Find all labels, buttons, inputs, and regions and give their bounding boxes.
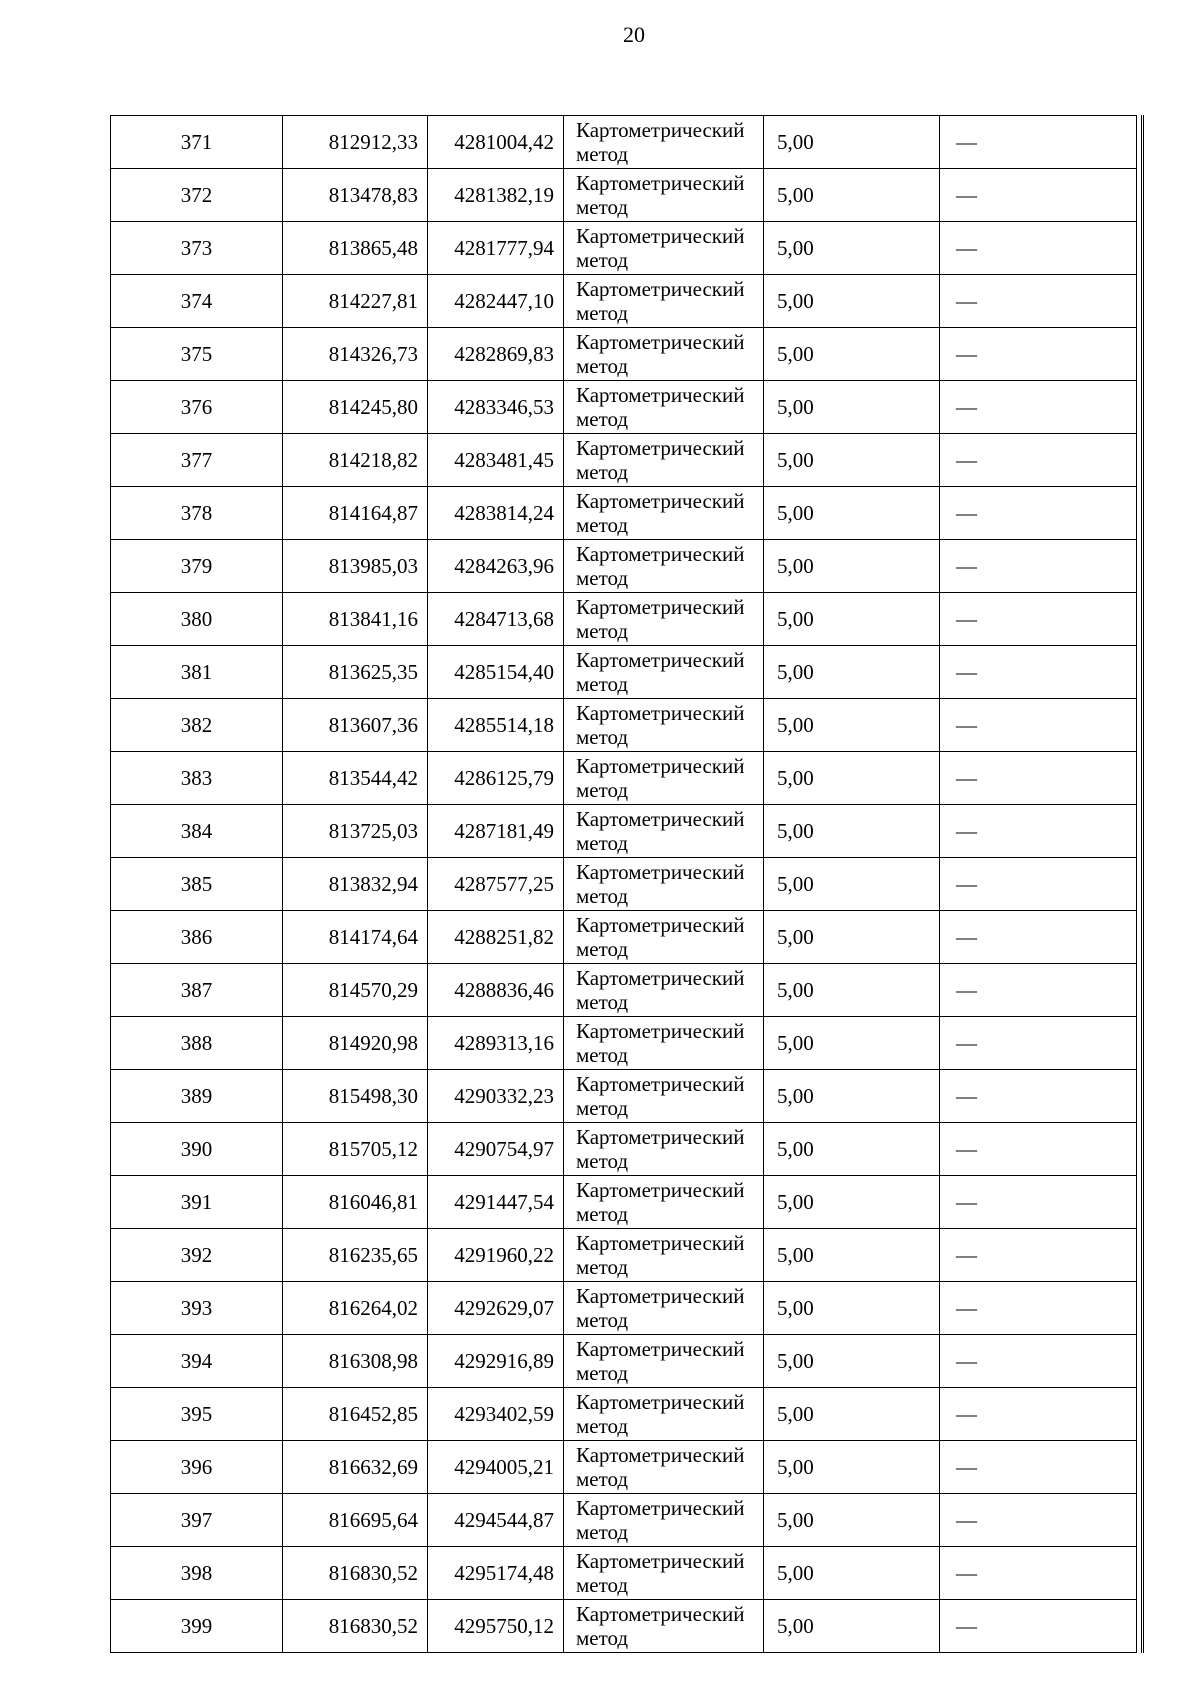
method-line-2: метод bbox=[576, 1361, 629, 1385]
method-line-2: метод bbox=[576, 990, 629, 1014]
method-line-2: метод bbox=[576, 195, 629, 219]
method-line-2: метод bbox=[576, 937, 629, 961]
note-cell: — bbox=[940, 858, 1137, 911]
method-cell bbox=[564, 858, 764, 911]
method-line-2: метод bbox=[576, 1202, 629, 1226]
note-cell: — bbox=[940, 1547, 1137, 1600]
y-coordinate-cell: 4284713,68 bbox=[428, 593, 564, 646]
accuracy-cell: 5,00 bbox=[764, 1600, 940, 1653]
accuracy-cell: 5,00 bbox=[764, 116, 940, 169]
method-line-1: Картометрический bbox=[576, 701, 745, 725]
point-number-cell: 371 bbox=[111, 116, 283, 169]
y-coordinate-cell: 4287181,49 bbox=[428, 805, 564, 858]
method-line-1: Картометрический bbox=[576, 436, 745, 460]
method-line-2: метод bbox=[576, 884, 629, 908]
accuracy-cell: 5,00 bbox=[764, 858, 940, 911]
point-number-cell: 379 bbox=[111, 540, 283, 593]
point-number-cell: 383 bbox=[111, 752, 283, 805]
method-cell bbox=[564, 1282, 764, 1335]
accuracy-cell: 5,00 bbox=[764, 1494, 940, 1547]
x-coordinate-cell: 814245,80 bbox=[283, 381, 428, 434]
note-cell: — bbox=[940, 1176, 1137, 1229]
point-number-cell: 386 bbox=[111, 911, 283, 964]
method-line-1: Картометрический bbox=[576, 383, 745, 407]
method-cell bbox=[564, 1176, 764, 1229]
method-cell bbox=[564, 1017, 764, 1070]
method-line-1: Картометрический bbox=[576, 1443, 745, 1467]
y-coordinate-cell: 4292916,89 bbox=[428, 1335, 564, 1388]
y-coordinate-cell: 4285514,18 bbox=[428, 699, 564, 752]
accuracy-cell: 5,00 bbox=[764, 1070, 940, 1123]
y-coordinate-cell: 4291447,54 bbox=[428, 1176, 564, 1229]
method-line-1: Картометрический bbox=[576, 913, 745, 937]
x-coordinate-cell: 816695,64 bbox=[283, 1494, 428, 1547]
method-cell bbox=[564, 540, 764, 593]
accuracy-cell: 5,00 bbox=[764, 381, 940, 434]
y-coordinate-cell: 4281777,94 bbox=[428, 222, 564, 275]
table-row bbox=[111, 752, 1137, 805]
method-line-2: метод bbox=[576, 354, 629, 378]
method-line-1: Картометрический bbox=[576, 754, 745, 778]
note-cell: — bbox=[940, 699, 1137, 752]
method-line-2: метод bbox=[576, 1414, 629, 1438]
method-cell bbox=[564, 1441, 764, 1494]
x-coordinate-cell: 813725,03 bbox=[283, 805, 428, 858]
method-line-2: метод bbox=[576, 301, 629, 325]
table-row bbox=[111, 964, 1137, 1017]
accuracy-cell: 5,00 bbox=[764, 593, 940, 646]
table-row bbox=[111, 1547, 1137, 1600]
point-number-cell: 381 bbox=[111, 646, 283, 699]
y-coordinate-cell: 4288836,46 bbox=[428, 964, 564, 1017]
y-coordinate-cell: 4293402,59 bbox=[428, 1388, 564, 1441]
table-row bbox=[111, 222, 1137, 275]
x-coordinate-cell: 814218,82 bbox=[283, 434, 428, 487]
y-coordinate-cell: 4286125,79 bbox=[428, 752, 564, 805]
point-number-cell: 385 bbox=[111, 858, 283, 911]
x-coordinate-cell: 813985,03 bbox=[283, 540, 428, 593]
table-row bbox=[111, 1335, 1137, 1388]
method-line-2: метод bbox=[576, 1467, 629, 1491]
y-coordinate-cell: 4282869,83 bbox=[428, 328, 564, 381]
method-cell bbox=[564, 964, 764, 1017]
y-coordinate-cell: 4288251,82 bbox=[428, 911, 564, 964]
note-cell: — bbox=[940, 1441, 1137, 1494]
x-coordinate-cell: 814326,73 bbox=[283, 328, 428, 381]
x-coordinate-cell: 816046,81 bbox=[283, 1176, 428, 1229]
accuracy-cell: 5,00 bbox=[764, 1123, 940, 1176]
method-cell bbox=[564, 434, 764, 487]
accuracy-cell: 5,00 bbox=[764, 1229, 940, 1282]
point-number-cell: 391 bbox=[111, 1176, 283, 1229]
y-coordinate-cell: 4294005,21 bbox=[428, 1441, 564, 1494]
y-coordinate-cell: 4290332,23 bbox=[428, 1070, 564, 1123]
method-line-2: метод bbox=[576, 407, 629, 431]
table-row bbox=[111, 275, 1137, 328]
x-coordinate-cell: 814164,87 bbox=[283, 487, 428, 540]
x-coordinate-cell: 816452,85 bbox=[283, 1388, 428, 1441]
point-number-cell: 394 bbox=[111, 1335, 283, 1388]
y-coordinate-cell: 4292629,07 bbox=[428, 1282, 564, 1335]
note-cell: — bbox=[940, 540, 1137, 593]
accuracy-cell: 5,00 bbox=[764, 805, 940, 858]
method-cell bbox=[564, 381, 764, 434]
accuracy-cell: 5,00 bbox=[764, 911, 940, 964]
y-coordinate-cell: 4294544,87 bbox=[428, 1494, 564, 1547]
point-number-cell: 374 bbox=[111, 275, 283, 328]
method-line-2: метод bbox=[576, 1096, 629, 1120]
note-cell: — bbox=[940, 752, 1137, 805]
accuracy-cell: 5,00 bbox=[764, 752, 940, 805]
method-cell bbox=[564, 487, 764, 540]
note-cell: — bbox=[940, 1123, 1137, 1176]
y-coordinate-cell: 4284263,96 bbox=[428, 540, 564, 593]
x-coordinate-cell: 813607,36 bbox=[283, 699, 428, 752]
method-cell bbox=[564, 1494, 764, 1547]
table-row bbox=[111, 487, 1137, 540]
x-coordinate-cell: 814920,98 bbox=[283, 1017, 428, 1070]
method-line-2: метод bbox=[576, 1520, 629, 1544]
method-line-2: метод bbox=[576, 460, 629, 484]
y-coordinate-cell: 4283481,45 bbox=[428, 434, 564, 487]
accuracy-cell: 5,00 bbox=[764, 487, 940, 540]
y-coordinate-cell: 4295174,48 bbox=[428, 1547, 564, 1600]
accuracy-cell: 5,00 bbox=[764, 1017, 940, 1070]
x-coordinate-cell: 815705,12 bbox=[283, 1123, 428, 1176]
point-number-cell: 399 bbox=[111, 1600, 283, 1653]
point-number-cell: 387 bbox=[111, 964, 283, 1017]
x-coordinate-cell: 814227,81 bbox=[283, 275, 428, 328]
method-line-2: метод bbox=[576, 1626, 629, 1650]
note-cell: — bbox=[940, 1017, 1137, 1070]
method-cell bbox=[564, 116, 764, 169]
accuracy-cell: 5,00 bbox=[764, 646, 940, 699]
method-line-1: Картометрический bbox=[576, 1072, 745, 1096]
method-line-2: метод bbox=[576, 513, 629, 537]
accuracy-cell: 5,00 bbox=[764, 1547, 940, 1600]
table-row bbox=[111, 1229, 1137, 1282]
table-row bbox=[111, 593, 1137, 646]
method-line-2: метод bbox=[576, 1149, 629, 1173]
note-cell: — bbox=[940, 1335, 1137, 1388]
point-number-cell: 372 bbox=[111, 169, 283, 222]
coordinates-table-body bbox=[111, 116, 1137, 1653]
point-number-cell: 392 bbox=[111, 1229, 283, 1282]
x-coordinate-cell: 813841,16 bbox=[283, 593, 428, 646]
point-number-cell: 378 bbox=[111, 487, 283, 540]
accuracy-cell: 5,00 bbox=[764, 1282, 940, 1335]
method-line-2: метод bbox=[576, 1255, 629, 1279]
y-coordinate-cell: 4285154,40 bbox=[428, 646, 564, 699]
point-number-cell: 388 bbox=[111, 1017, 283, 1070]
point-number-cell: 395 bbox=[111, 1388, 283, 1441]
point-number-cell: 384 bbox=[111, 805, 283, 858]
table-row bbox=[111, 434, 1137, 487]
point-number-cell: 397 bbox=[111, 1494, 283, 1547]
table-row bbox=[111, 1017, 1137, 1070]
table-row bbox=[111, 805, 1137, 858]
accuracy-cell: 5,00 bbox=[764, 222, 940, 275]
x-coordinate-cell: 816308,98 bbox=[283, 1335, 428, 1388]
point-number-cell: 382 bbox=[111, 699, 283, 752]
accuracy-cell: 5,00 bbox=[764, 699, 940, 752]
note-cell: — bbox=[940, 434, 1137, 487]
table-row bbox=[111, 1176, 1137, 1229]
y-coordinate-cell: 4281004,42 bbox=[428, 116, 564, 169]
accuracy-cell: 5,00 bbox=[764, 540, 940, 593]
method-line-2: метод bbox=[576, 566, 629, 590]
method-line-1: Картометрический bbox=[576, 224, 745, 248]
accuracy-cell: 5,00 bbox=[764, 1176, 940, 1229]
y-coordinate-cell: 4281382,19 bbox=[428, 169, 564, 222]
method-line-1: Картометрический bbox=[576, 1390, 745, 1414]
note-cell: — bbox=[940, 1070, 1137, 1123]
accuracy-cell: 5,00 bbox=[764, 1441, 940, 1494]
page-number: 20 bbox=[623, 22, 645, 47]
method-line-1: Картометрический bbox=[576, 1019, 745, 1043]
method-line-1: Картометрический bbox=[576, 648, 745, 672]
method-cell bbox=[564, 911, 764, 964]
note-cell: — bbox=[940, 381, 1137, 434]
method-cell bbox=[564, 699, 764, 752]
accuracy-cell: 5,00 bbox=[764, 169, 940, 222]
y-coordinate-cell: 4282447,10 bbox=[428, 275, 564, 328]
method-line-2: метод bbox=[576, 619, 629, 643]
method-cell bbox=[564, 805, 764, 858]
table-row bbox=[111, 1388, 1137, 1441]
method-line-1: Картометрический bbox=[576, 489, 745, 513]
method-line-1: Картометрический bbox=[576, 1337, 745, 1361]
y-coordinate-cell: 4283814,24 bbox=[428, 487, 564, 540]
table-row bbox=[111, 328, 1137, 381]
accuracy-cell: 5,00 bbox=[764, 275, 940, 328]
point-number-cell: 377 bbox=[111, 434, 283, 487]
method-line-1: Картометрический bbox=[576, 807, 745, 831]
point-number-cell: 396 bbox=[111, 1441, 283, 1494]
method-cell bbox=[564, 275, 764, 328]
method-line-1: Картометрический bbox=[576, 330, 745, 354]
method-cell bbox=[564, 1600, 764, 1653]
y-coordinate-cell: 4289313,16 bbox=[428, 1017, 564, 1070]
method-line-2: метод bbox=[576, 1573, 629, 1597]
accuracy-cell: 5,00 bbox=[764, 1335, 940, 1388]
method-line-1: Картометрический bbox=[576, 966, 745, 990]
coordinates-table bbox=[110, 115, 1137, 1653]
x-coordinate-cell: 812912,33 bbox=[283, 116, 428, 169]
point-number-cell: 390 bbox=[111, 1123, 283, 1176]
point-number-cell: 375 bbox=[111, 328, 283, 381]
accuracy-cell: 5,00 bbox=[764, 1388, 940, 1441]
point-number-cell: 398 bbox=[111, 1547, 283, 1600]
x-coordinate-cell: 813625,35 bbox=[283, 646, 428, 699]
table-row bbox=[111, 116, 1137, 169]
y-coordinate-cell: 4287577,25 bbox=[428, 858, 564, 911]
table-row bbox=[111, 1123, 1137, 1176]
table-row bbox=[111, 1494, 1137, 1547]
table-row bbox=[111, 1282, 1137, 1335]
point-number-cell: 380 bbox=[111, 593, 283, 646]
table-row bbox=[111, 169, 1137, 222]
note-cell: — bbox=[940, 646, 1137, 699]
table-row bbox=[111, 540, 1137, 593]
x-coordinate-cell: 813832,94 bbox=[283, 858, 428, 911]
method-cell bbox=[564, 593, 764, 646]
y-coordinate-cell: 4291960,22 bbox=[428, 1229, 564, 1282]
method-cell bbox=[564, 1229, 764, 1282]
x-coordinate-cell: 814570,29 bbox=[283, 964, 428, 1017]
y-coordinate-cell: 4283346,53 bbox=[428, 381, 564, 434]
method-line-2: метод bbox=[576, 831, 629, 855]
y-coordinate-cell: 4290754,97 bbox=[428, 1123, 564, 1176]
method-cell bbox=[564, 752, 764, 805]
note-cell: — bbox=[940, 275, 1137, 328]
method-line-1: Картометрический bbox=[576, 542, 745, 566]
accuracy-cell: 5,00 bbox=[764, 434, 940, 487]
table-row bbox=[111, 911, 1137, 964]
note-cell: — bbox=[940, 1388, 1137, 1441]
method-line-1: Картометрический bbox=[576, 1231, 745, 1255]
method-line-2: метод bbox=[576, 1308, 629, 1332]
table-row bbox=[111, 381, 1137, 434]
point-number-cell: 393 bbox=[111, 1282, 283, 1335]
method-line-1: Картометрический bbox=[576, 277, 745, 301]
table-row bbox=[111, 1600, 1137, 1653]
point-number-cell: 389 bbox=[111, 1070, 283, 1123]
coordinates-table-wrapper bbox=[110, 115, 1144, 1653]
x-coordinate-cell: 816830,52 bbox=[283, 1547, 428, 1600]
note-cell: — bbox=[940, 1494, 1137, 1547]
note-cell: — bbox=[940, 487, 1137, 540]
note-cell: — bbox=[940, 911, 1137, 964]
method-cell bbox=[564, 1335, 764, 1388]
method-line-1: Картометрический bbox=[576, 860, 745, 884]
table-row bbox=[111, 1070, 1137, 1123]
note-cell: — bbox=[940, 328, 1137, 381]
note-cell: — bbox=[940, 1600, 1137, 1653]
note-cell: — bbox=[940, 593, 1137, 646]
method-cell bbox=[564, 1123, 764, 1176]
note-cell: — bbox=[940, 964, 1137, 1017]
point-number-cell: 376 bbox=[111, 381, 283, 434]
x-coordinate-cell: 813544,42 bbox=[283, 752, 428, 805]
accuracy-cell: 5,00 bbox=[764, 328, 940, 381]
method-line-1: Картометрический bbox=[576, 171, 745, 195]
x-coordinate-cell: 816264,02 bbox=[283, 1282, 428, 1335]
x-coordinate-cell: 815498,30 bbox=[283, 1070, 428, 1123]
note-cell: — bbox=[940, 1229, 1137, 1282]
method-line-2: метод bbox=[576, 672, 629, 696]
method-line-2: метод bbox=[576, 725, 629, 749]
note-cell: — bbox=[940, 805, 1137, 858]
method-line-1: Картометрический bbox=[576, 1496, 745, 1520]
x-coordinate-cell: 813478,83 bbox=[283, 169, 428, 222]
x-coordinate-cell: 813865,48 bbox=[283, 222, 428, 275]
method-line-1: Картометрический bbox=[576, 595, 745, 619]
point-number-cell: 373 bbox=[111, 222, 283, 275]
method-line-2: метод bbox=[576, 1043, 629, 1067]
accuracy-cell: 5,00 bbox=[764, 964, 940, 1017]
note-cell: — bbox=[940, 1282, 1137, 1335]
x-coordinate-cell: 816830,52 bbox=[283, 1600, 428, 1653]
method-line-2: метод bbox=[576, 142, 629, 166]
x-coordinate-cell: 814174,64 bbox=[283, 911, 428, 964]
method-cell bbox=[564, 328, 764, 381]
method-line-1: Картометрический bbox=[576, 1602, 745, 1626]
note-cell: — bbox=[940, 116, 1137, 169]
method-cell bbox=[564, 1547, 764, 1600]
note-cell: — bbox=[940, 169, 1137, 222]
method-cell bbox=[564, 222, 764, 275]
table-row bbox=[111, 1441, 1137, 1494]
note-cell: — bbox=[940, 222, 1137, 275]
x-coordinate-cell: 816632,69 bbox=[283, 1441, 428, 1494]
method-line-1: Картометрический bbox=[576, 1549, 745, 1573]
method-line-1: Картометрический bbox=[576, 1125, 745, 1149]
method-line-1: Картометрический bbox=[576, 1284, 745, 1308]
table-row bbox=[111, 646, 1137, 699]
method-cell bbox=[564, 169, 764, 222]
table-row bbox=[111, 858, 1137, 911]
x-coordinate-cell: 816235,65 bbox=[283, 1229, 428, 1282]
method-cell bbox=[564, 1388, 764, 1441]
method-line-1: Картометрический bbox=[576, 1178, 745, 1202]
method-line-2: метод bbox=[576, 248, 629, 272]
method-cell bbox=[564, 646, 764, 699]
method-line-1: Картометрический bbox=[576, 118, 745, 142]
y-coordinate-cell: 4295750,12 bbox=[428, 1600, 564, 1653]
method-line-2: метод bbox=[576, 778, 629, 802]
method-cell bbox=[564, 1070, 764, 1123]
table-row bbox=[111, 699, 1137, 752]
